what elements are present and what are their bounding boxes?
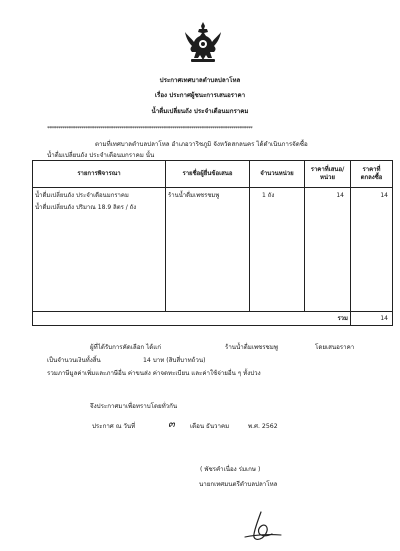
total-value: 14 — [351, 312, 393, 326]
intro-line-1: ตามที่เทศบาลตำบลปลาโหล อำเภอวาริชภูมิ จังหวัดสกลนคร ได้ดำเนินการจัดซื้อ — [95, 141, 308, 148]
date-month: เดือน ธันวาคม — [190, 423, 230, 430]
winner-label: ผู้ที่ได้รับการคัดเลือก ได้แก่ — [90, 344, 161, 351]
row-item-cell — [33, 188, 166, 312]
amount-label: เป็นจำนวนเงินทั้งสิ้น — [47, 357, 101, 364]
header-item: รายการพิจารณา — [33, 161, 166, 188]
tax-note: รวมภาษีมูลค่าเพิ่มและภาษีอื่น ค่าขนส่ง ค่าจดทะเบียน และค่าใช้จ่ายอื่น ๆ ทั้งปวง — [47, 370, 261, 377]
header-quantity: จำนวนหน่วย — [250, 161, 305, 188]
procurement-table — [32, 160, 393, 326]
row-item-line-2: น้ำดื่มเปลี่ยนถัง ปริมาณ 18.9 ลิตร / ถัง — [35, 204, 137, 211]
date-year: พ.ศ. 2562 — [248, 423, 278, 430]
row-offer-cell: 14 — [305, 188, 351, 312]
asterisk-divider: ************************************************************************************************************ — [47, 126, 253, 132]
signer-name: ( พัชรคำเนื่อง ร่มเกษ ) — [200, 466, 261, 473]
header-offer-price: ราคาที่เสนอ/ หน่วย — [305, 161, 351, 188]
table-total-row — [33, 312, 393, 326]
handwritten-signature — [239, 508, 285, 548]
signer-position: นายกเทศมนตรีตำบลปลาโหล — [199, 481, 278, 488]
table-header-row — [33, 161, 393, 188]
total-label: รวม — [33, 312, 351, 326]
table-row — [33, 188, 393, 312]
header-bidder: รายชื่อผู้ยื่นข้อเสนอ — [166, 161, 250, 188]
winner-name: ร้านน้ำดื่มเพชรชมพู — [225, 344, 278, 351]
row-agreed-cell: 14 — [351, 188, 393, 312]
announce-text: จึงประกาศมาเพื่อทราบโดยทั่วกัน — [90, 403, 178, 410]
row-bidder-cell: ร้านน้ำดื่มเพชรชมพู — [166, 188, 250, 312]
offer-label: โดยเสนอราคา — [315, 344, 355, 351]
intro-line-2: น้ำดื่มเปลี่ยนถัง ประจำเดือนมกราคม นั้น — [47, 152, 155, 159]
document-title: ประกาศเทศบาลตำบลปลาโหล — [159, 77, 241, 84]
amount-value: 14 บาท (สิบสี่บาทถ้วน) — [143, 357, 206, 364]
header-agreed-price: ราคาที่ ตกลงซื้อ — [351, 161, 393, 188]
document-item-title: น้ำดื่มเปลี่ยนถัง ประจำเดือนมกราคม — [151, 108, 249, 115]
garuda-emblem — [184, 20, 222, 64]
row-quantity-cell: 1 ถัง — [250, 188, 305, 312]
date-prefix: ประกาศ ณ วันที่ — [92, 423, 136, 430]
date-day: ๓ — [168, 419, 175, 430]
document-subject: เรื่อง ประกาศผู้ชนะการเสนอราคา — [154, 92, 246, 99]
row-item-line-1: น้ำดื่มเปลี่ยนถัง ประจำเดือนมกราคม — [35, 192, 129, 199]
